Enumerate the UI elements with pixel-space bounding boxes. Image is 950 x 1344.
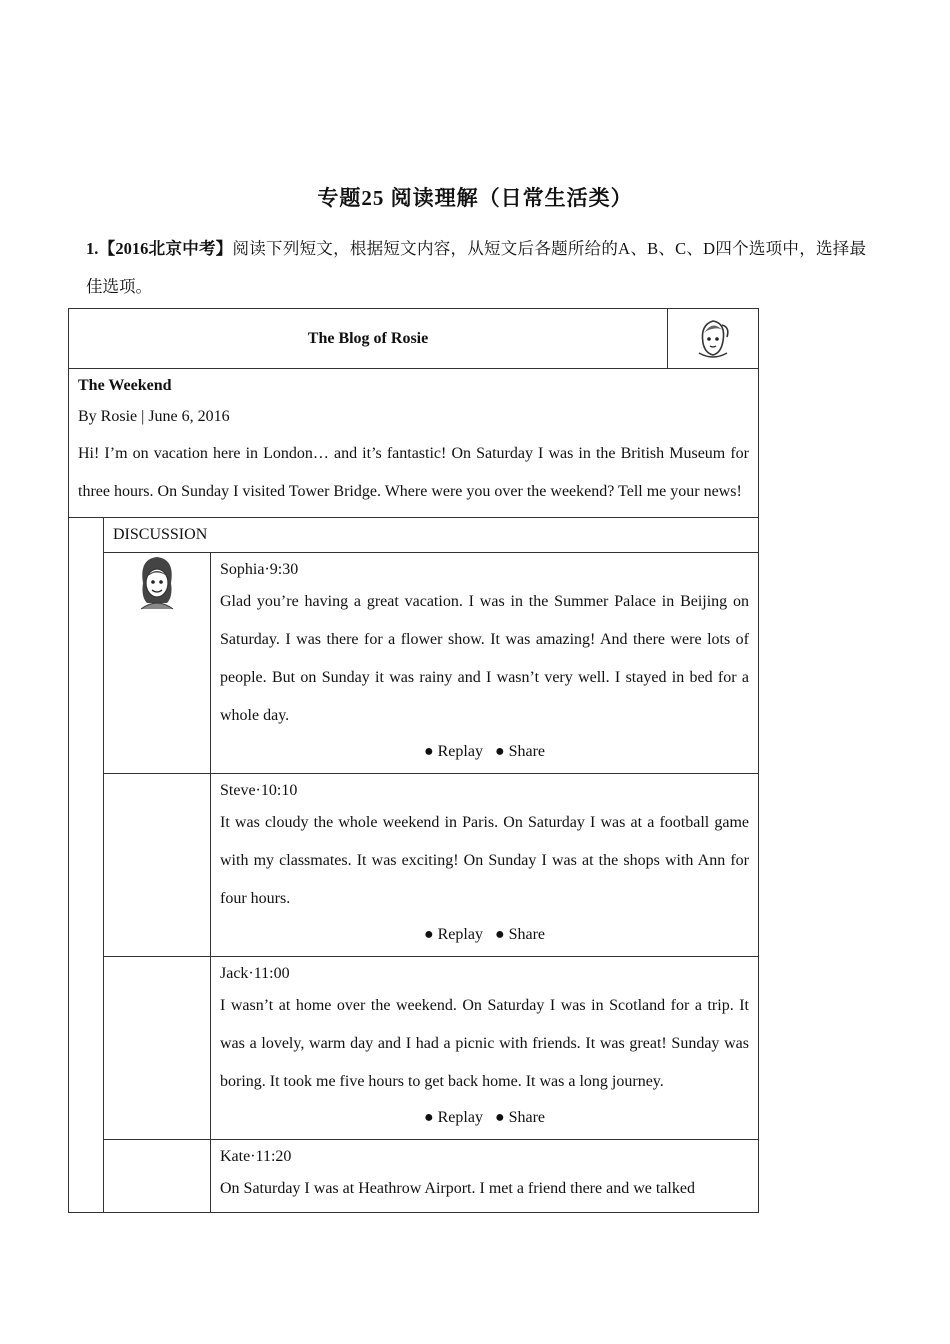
post-body: Hi! I’m on vacation here in London… and it’s fantastic! On Saturday I was in the British Museum for three hours. On Sunday I visited Tower Bridge. Where were you over the weekend? Tell me your news! (78, 445, 749, 500)
comment-avatar-cell (104, 1140, 211, 1213)
comment-text: Glad you’re having a great vacation. I was in the Summer Palace in Beijing on Saturday. I was there for a flower show. It was amazing! And there were lots of people. But on Sunday it was rainy and I wasn’t very well. I stayed in bed for a whole day. (220, 593, 749, 724)
comment-text: On Saturday I was at Heathrow Airport. I met a friend there and we talked (220, 1180, 695, 1197)
rosie-avatar-icon (690, 313, 736, 359)
comment-avatar-cell (104, 553, 211, 774)
question-source: 【2016北京中考】 (98, 239, 233, 258)
share-link[interactable]: ● Share (494, 1109, 546, 1126)
share-link[interactable]: ● Share (494, 743, 546, 760)
comment-avatar-cell (104, 957, 211, 1140)
comment-row (69, 957, 759, 1140)
discussion-label: DISCUSSION (104, 518, 759, 553)
page-title: 专题25 阅读理解（日常生活类） (317, 186, 633, 210)
comment-text: I wasn’t at home over the weekend. On Saturday I was in Scotland for a trip. It was a lovely, warm day and I had a picnic with friends. It was great! Sunday was boring. It took me five hours to get back home. It was a long journey. (220, 997, 749, 1090)
discussion-header-row (69, 518, 759, 553)
comment (211, 957, 759, 1140)
question-number: 1. (86, 239, 99, 258)
reply-link[interactable]: ● Replay (423, 926, 483, 943)
comment (211, 774, 759, 957)
comment-author: Sophia·9:30 (220, 561, 299, 578)
post-byline: By Rosie | June 6, 2016 (78, 408, 230, 425)
discussion-indent-cell (69, 518, 104, 1213)
reply-link[interactable]: ● Replay (423, 1109, 483, 1126)
comment-author: Jack·11:00 (220, 965, 290, 982)
blog-header-row (69, 309, 759, 369)
comment-actions (220, 918, 749, 952)
comment (211, 1140, 759, 1213)
blog-table (68, 308, 759, 1213)
share-link[interactable]: ● Share (494, 926, 546, 943)
rosie-avatar-cell (668, 309, 759, 369)
post-heading: The Weekend (78, 377, 172, 394)
comment-row (69, 774, 759, 957)
comment-actions (220, 1101, 749, 1135)
comment (211, 553, 759, 774)
question-prompt (86, 230, 866, 306)
comment-author: Steve·10:10 (220, 782, 298, 799)
comment-avatar-cell (104, 774, 211, 957)
question-instruction: 阅读下列短文，根据短文内容，从短文后各题所给的A、B、C、D四个选项中，选择最佳选项。 (86, 239, 867, 296)
comment-author: Kate·11:20 (220, 1148, 292, 1165)
comment-row (69, 1140, 759, 1213)
blog-post-row (69, 369, 759, 518)
comment-row (69, 553, 759, 774)
comment-actions (220, 735, 749, 769)
blog-post (69, 369, 759, 518)
comment-text: It was cloudy the whole weekend in Paris. On Saturday I was at a football game with my classmates. It was exciting! On Sunday I was at the shops with Ann for four hours. (220, 814, 749, 907)
sophia-avatar-icon (133, 553, 181, 611)
blog-title: The Blog of Rosie (69, 309, 668, 369)
reply-link[interactable]: ● Replay (423, 743, 483, 760)
